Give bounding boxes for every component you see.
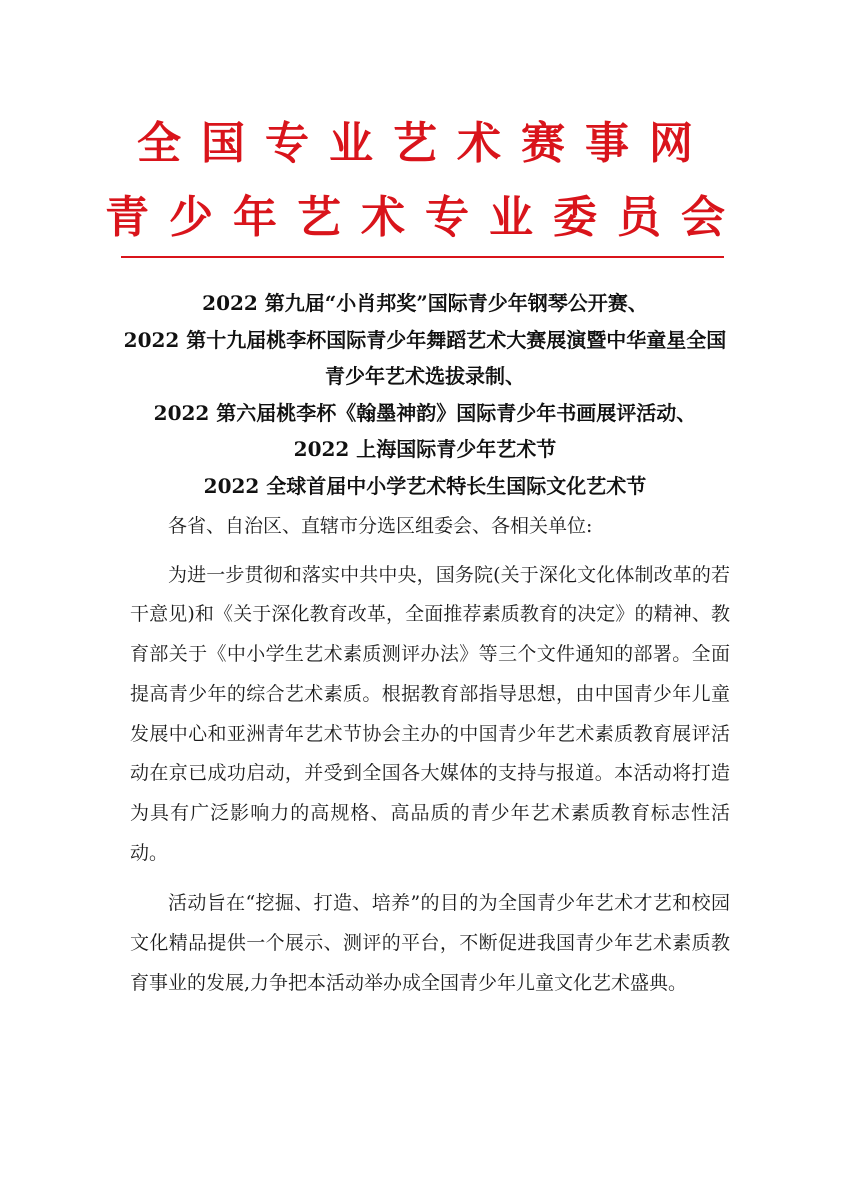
header-title-line2: 青少年艺术专业委员会 bbox=[105, 192, 745, 243]
document-body bbox=[130, 507, 730, 1003]
salutation: 各省、自治区、直辖市分选区组委会、各相关单位: bbox=[168, 515, 593, 537]
event-title-line: 青少年艺术选拔录制、 bbox=[325, 364, 525, 389]
body-paragraph-2: 活动旨在“挖掘、打造、培养”的目的为全国青少年艺术才艺和校园文化精品提供一个展示、测评的平台，不断促进我国青少年艺术素质教育事业的发展,力争把本活动举办成全国青少年儿童文化艺术盛典。 bbox=[130, 892, 730, 994]
event-title-line: 2022 第九届“小肖邦奖”国际青少年钢琴公开赛、 bbox=[202, 291, 648, 315]
header-title-line1: 全国专业艺术赛事网 bbox=[137, 118, 713, 169]
event-title-line: 2022 全球首届中小学艺术特长生国际文化艺术节 bbox=[203, 473, 647, 498]
header-divider bbox=[121, 256, 724, 258]
event-title-line: 2022 第十九届桃李杯国际青少年舞蹈艺术大赛展演暨中华童星全国 bbox=[123, 327, 727, 352]
event-title-list bbox=[60, 285, 790, 505]
body-paragraph-1: 为进一步贯彻和落实中共中央，国务院(关于深化文化体制改革的若干意见)和《关于深化教育改革，全面推荐素质教育的决定》的精神、教育部关于《中小学生艺术素质测评办法》等三个文件通知的部署。全面提高青少年的综合艺术素质。根据教育部指导思想，由中国青少年儿童发展中心和亚洲青年艺术节协会主办的中国青少年艺术素质教育展评活动在京已成功启动，并受到全国各大媒体的支持与报道。本活动将打造为具有广泛影响力的高规格、高品质的青少年艺术素质教育标志性活动。 bbox=[130, 563, 730, 864]
event-title-line: 2022 上海国际青少年艺术节 bbox=[293, 437, 557, 462]
event-title-line: 2022 第六届桃李杯《翰墨神韵》国际青少年书画展评活动、 bbox=[153, 400, 697, 425]
